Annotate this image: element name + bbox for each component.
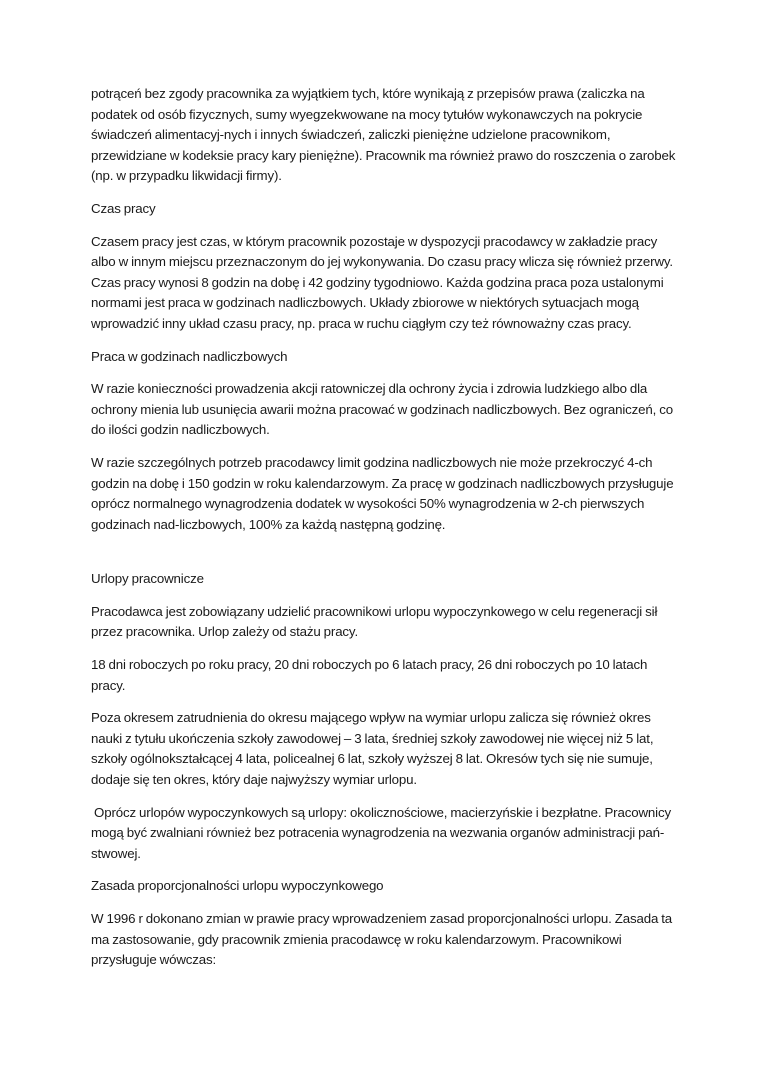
- paragraph-inne-urlopy: Oprócz urlopów wypoczynkowych są urlopy: okolicznościowe, macierzyńskie i bezpłatne. Pracownicy mogą być zwalniani również bez potracenia wynagrodzenia na wezwania organów administracji pań-stwowej.: [91, 804, 674, 861]
- heading-praca-nadliczbowa: Praca w godzinach nadliczbowych: [91, 348, 288, 364]
- paragraph-deductions: potrąceń bez zgody pracownika za wyjątkiem tych, które wynikają z przepisów prawa (zaliczka na podatek od osób fizycznych, sumy wyegzekwowane na mocy tytułów wykonawczych na pokrycie świadczeń alimentacyj-nych i innych świadczeń, zaliczki pieniężne udzielone pracownikom, przewidziane w kodeksie pracy kary pieniężne). Pracownik ma również prawo do roszczenia o zarobek (np. w przypadku likwidacji firmy).: [91, 86, 676, 184]
- paragraph-czas-pracy: Czasem pracy jest czas, w którym pracownik pozostaje w dyspozycji pracodawcy w zakładzie pracy albo w innym miejscu przeznaczonym do jej wykonywania. Do czasu pracy wlicza się również przerwy. Czas pracy wynosi 8 godzin na dobę i 42 godziny tygodniowo. Każda godzina praca poza ustalonymi normami jest praca w godzinach nadliczbowych. Układy zbiorowe w niektórych sytuacjach mogą wprowadzić inny układ czasu pracy, np. praca w ruchu ciągłym czy też równoważny czas pracy.: [91, 233, 673, 331]
- heading-czas-pracy: Czas pracy: [91, 200, 156, 216]
- heading-proporcjonalnosc: Zasada proporcjonalności urlopu wypoczynkowego: [91, 878, 384, 894]
- paragraph-okres-nauki: Poza okresem zatrudnienia do okresu mającego wpływ na wymiar urlopu zalicza się również okres nauki z tytułu ukończenia szkoły zawodowej – 3 lata, średniej szkoły zawodowej nie więcej niż 5 lat, szkoły ogólnokształcącej 4 lata, policealnej 6 lat, szkoły wyższej 8 lat. Okresów tych się nie sumuje, dodaje się ten okres, który daje najwyższy wymiar urlopu.: [91, 710, 654, 788]
- paragraph-dni-robocze: 18 dni roboczych po roku pracy, 20 dni roboczych po 6 latach pracy, 26 dni roboczych po 10 latach pracy.: [91, 657, 648, 693]
- paragraph-urlop-wypoczynkowy: Pracodawca jest zobowiązany udzielić pracownikowi urlopu wypoczynkowego w celu regeneracji sił przez pracownika. Urlop zależy od stażu pracy.: [91, 603, 658, 640]
- paragraph-akcja-ratownicza: W razie konieczności prowadzenia akcji ratowniczej dla ochrony życia i zdrowia ludzkiego albo dla ochrony mienia lub usunięcia awarii można pracować w godzinach nadliczbowych. Bez ograniczeń, co do ilości godzin nadliczbowych.: [91, 381, 673, 438]
- paragraph-limit-nadliczbowych: W razie szczególnych potrzeb pracodawcy limit godzina nadliczbowych nie może przekroczyć 4-ch godzin na dobę i 150 godzin w roku kalendarzowym. Za pracę w godzinach nadliczbowych przysługuje oprócz normalnego wynagrodzenia dodatek w wysokości 50% wynagrodzenia w 2-ch pierwszych godzinach nad-liczbowych, 100% za każdą następną godzinę.: [91, 454, 674, 532]
- heading-urlopy-pracownicze: Urlopy pracownicze: [91, 571, 204, 587]
- document-body: [91, 84, 681, 983]
- paragraph-zmiana-1996: W 1996 r dokonano zmian w prawie pracy wprowadzeniem zasad proporcjonalności urlopu. Zasada ta ma zastosowanie, gdy pracownik zmienia pracodawcę w roku kalendarzowym. Pracownikowi przysługuje wówczas:: [91, 911, 673, 968]
